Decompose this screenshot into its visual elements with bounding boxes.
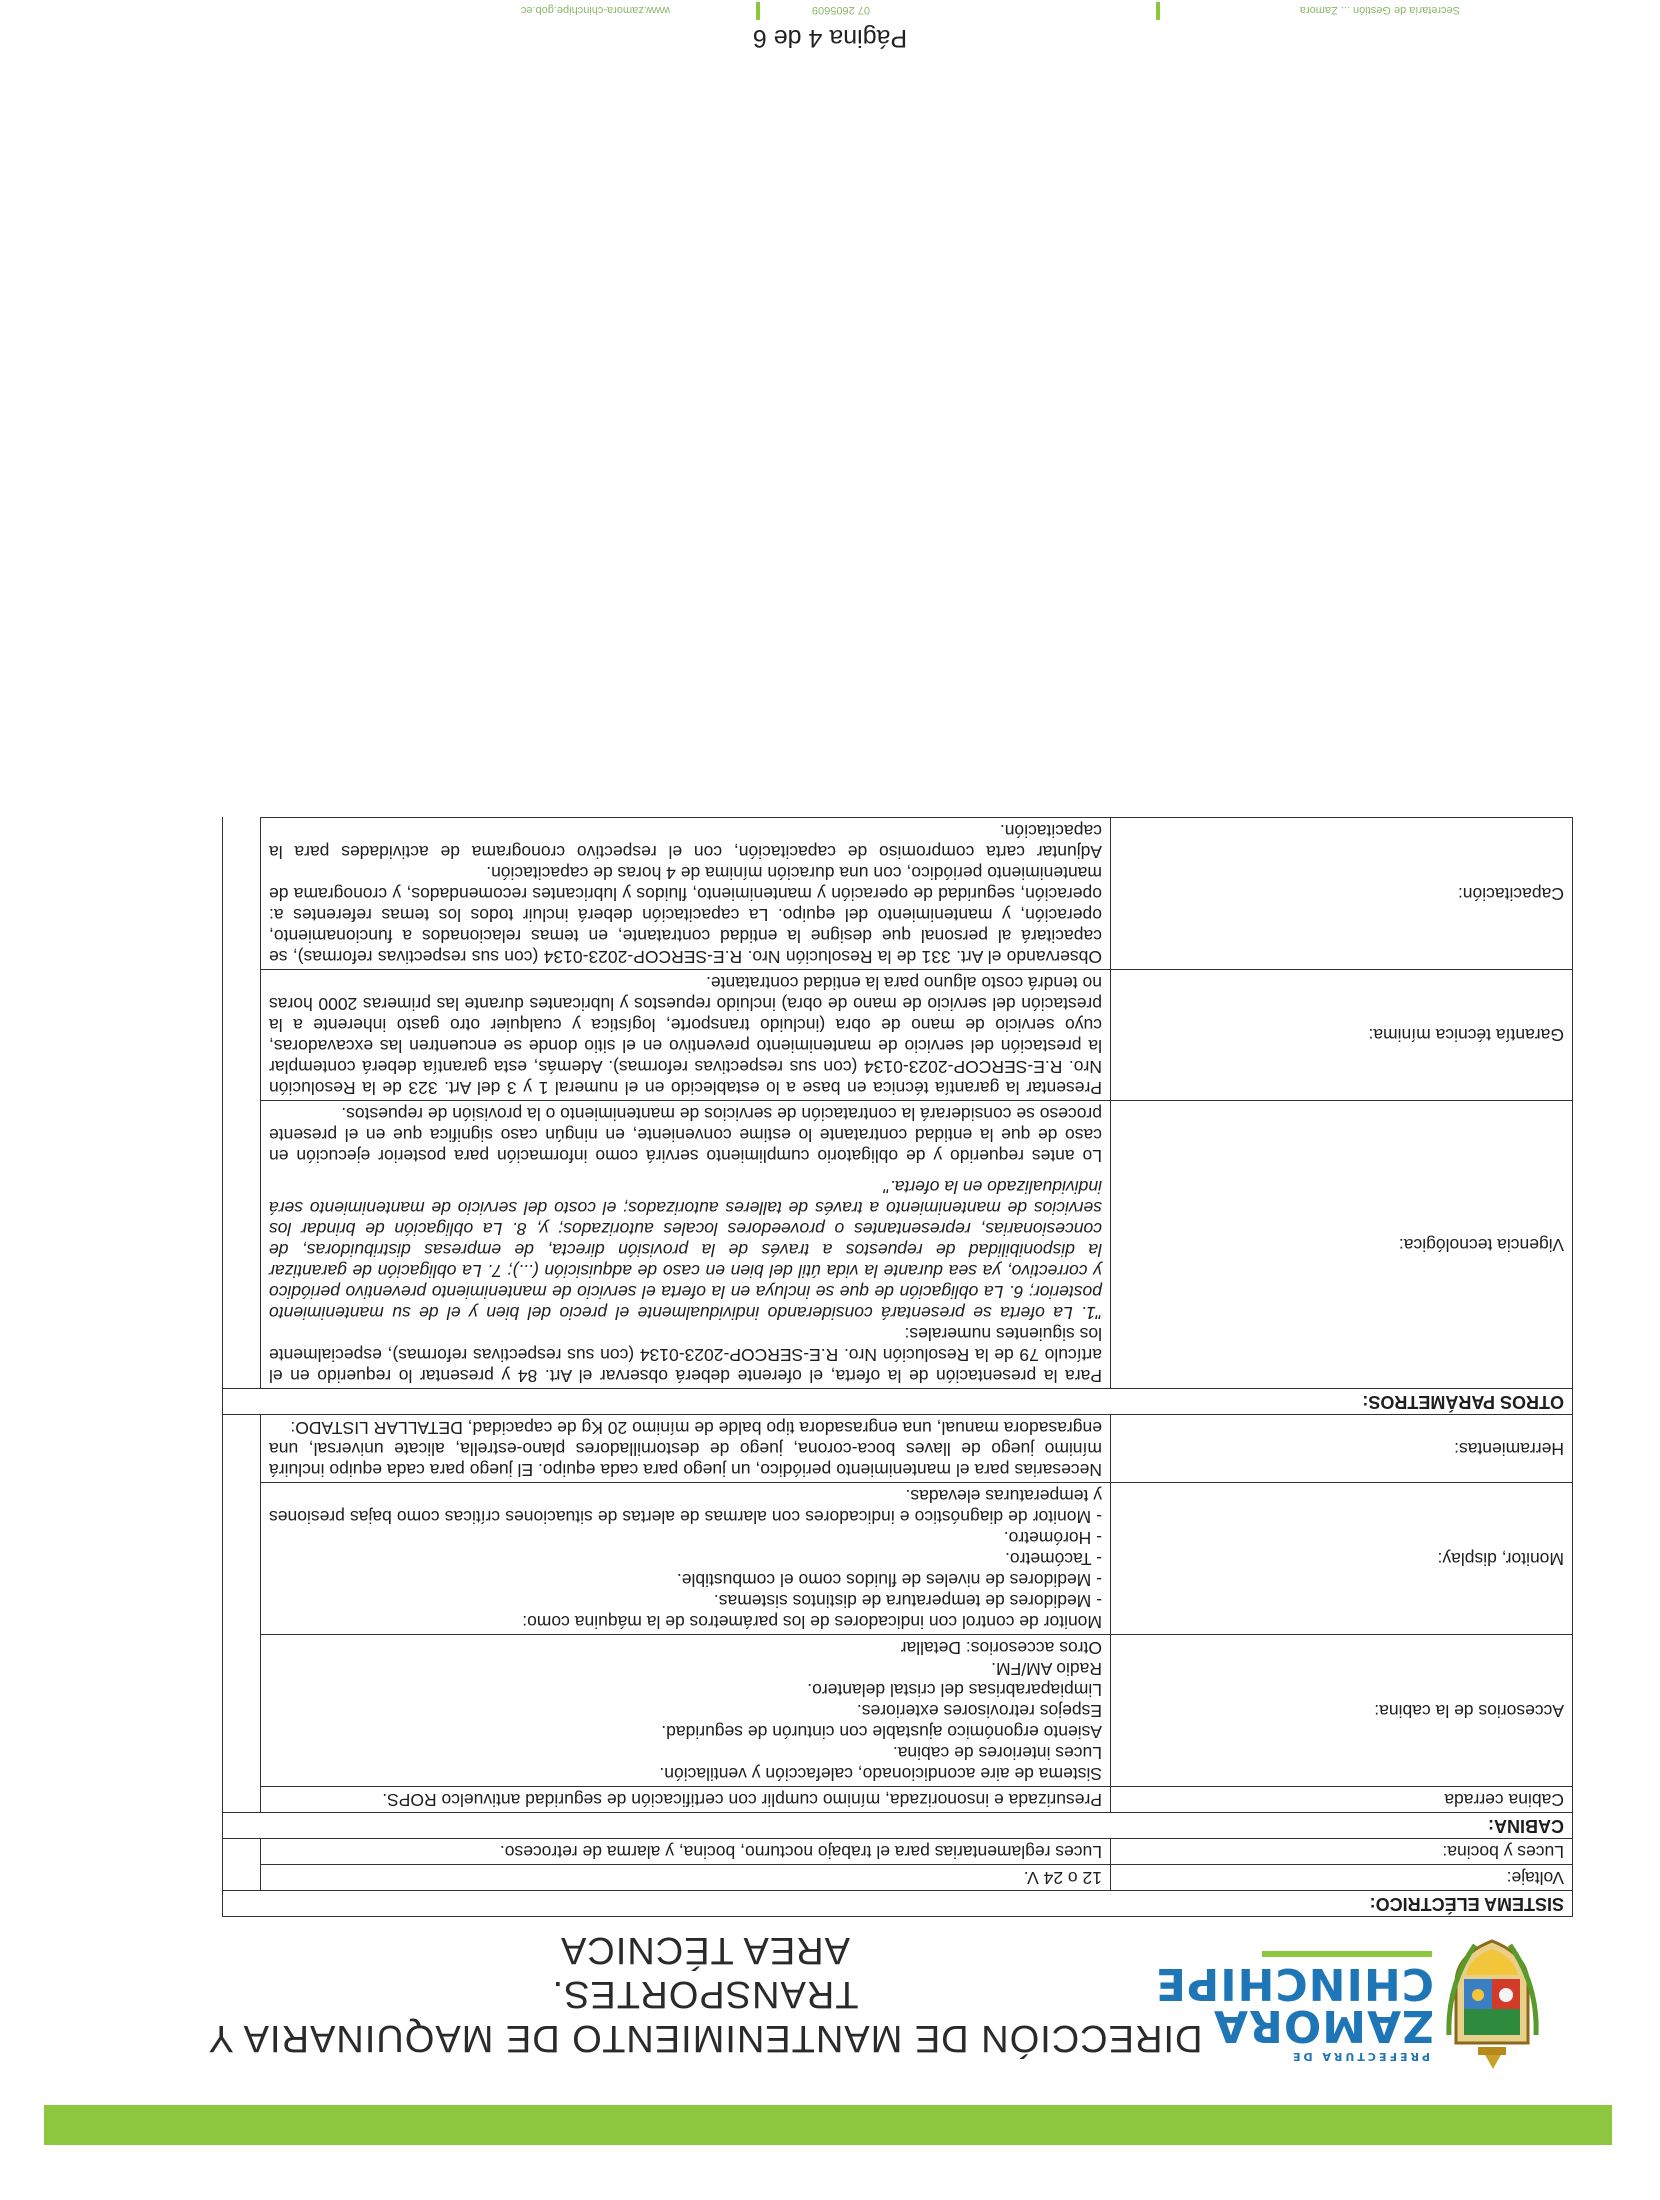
section-heading-cabina: CABINA:	[222, 1813, 1572, 1839]
footer-address: Secretaría de Gestión ... Zamora	[1299, 4, 1460, 16]
row-value: Presurizada e insonorizada, mínimo cumplir con certificación de seguridad antivuelco ROPS.	[261, 1787, 1111, 1813]
row-value	[261, 818, 1111, 970]
row-value	[261, 1101, 1111, 1389]
section-heading-otros: OTROS PARÁMETROS:	[222, 1389, 1572, 1415]
row-value: Presentar la garantía técnica en base a lo establecido en el numeral 1 y 3 del Art. 323 de la Resolución Nro. R.E-SERCOP-2023-0134 (con sus respectivas reformas). Además, esta garantía deberá contemplar la prestación del servicio de mantenimiento preventivo en el sitio donde se encuentren las excavadoras, cuyo servicio de mano de obra (incluido transporte, logística y cualquier otro gasto inherente a la prestación del servicio de mano de obra) incluido repuestos y lubricantes durante las primeras 2000 horas no tendrá costo alguno para la entidad contratante.	[261, 970, 1111, 1101]
table-row	[222, 1839, 1572, 1865]
row-value: Luces reglamentarias para el trabajo nocturno, bocina, y alarma de retroceso.	[261, 1839, 1111, 1865]
page-number: Página 4 de 6	[752, 24, 908, 52]
footer-contact-strip	[200, 0, 1460, 16]
list-item: Limpiaparabrisas del cristal delantero.	[807, 1680, 1102, 1700]
row-label: Capacitación:	[1111, 818, 1573, 970]
title-line-3: AREA TÉCNICA	[559, 1929, 851, 1971]
paragraph: Lo antes requerido y de obligatorio cumplimiento servirá como información para posterior ejecución en caso de que la entidad contratante lo estime conveniente, en ningún caso significa que en el presente proceso se considerará la contratación de servicios de mantenimiento o la provisión de repuestos.	[269, 1104, 1102, 1166]
prefectura-logo	[1154, 1910, 1540, 2075]
footer-separator	[1156, 2, 1160, 20]
row-label: Herramientas:	[1111, 1415, 1573, 1483]
table-edge-cell	[222, 1839, 260, 1891]
list-item: - Horómetro.	[1003, 1528, 1102, 1548]
logo-zamora-text: ZAMORA	[1212, 2000, 1434, 2051]
table-row	[222, 1891, 1572, 1917]
row-value: Necesarias para el mantenimiento periódico, un juego para cada equipo. El juego para cada equipo incluirá mínimo juego de llaves boca-corona, juego de destornilladores plano-estrella, alicate universal, una engrasadora manual, una engrasadora tipo balde de mínimo 20 Kg de capacidad, DETALLAR LISTADO:	[261, 1415, 1111, 1483]
row-value	[261, 1483, 1111, 1635]
list-item: Otros accesorios: Detallar	[900, 1638, 1102, 1658]
table-row	[222, 1865, 1572, 1891]
footer-web: www.zamora-chinchipe.gob.ec	[520, 4, 670, 16]
specifications-table	[222, 817, 1573, 1917]
table-row	[222, 818, 1572, 970]
table-row	[222, 970, 1572, 1101]
table-edge-cell	[222, 818, 260, 1389]
footer-phone: 07 2605609	[811, 4, 870, 16]
row-label: Luces y bocina:	[1111, 1839, 1573, 1865]
row-label: Voltaje:	[1111, 1865, 1573, 1891]
document-title	[205, 1928, 1205, 2060]
table-row	[222, 1635, 1572, 1787]
row-label: Cabina cerrada	[1111, 1787, 1573, 1813]
title-line-2: TRANSPORTES.	[551, 1973, 859, 2015]
list-item: Radio AM/FM.	[991, 1659, 1102, 1679]
table-row	[222, 1389, 1572, 1415]
header-green-band	[44, 2105, 1612, 2145]
logo-prefectura-text: PREFECTURA DE	[1289, 2050, 1430, 2063]
list-item: - Medidores de temperatura de distintos sistemas.	[713, 1591, 1102, 1611]
list-item: - Monitor de diagnóstico e indicadores con alarmas de alertas de situaciones críticas como bajas presiones y temperaturas elevadas.	[269, 1486, 1102, 1527]
table-row	[222, 1101, 1572, 1389]
list-item: Espejos retrovisores exteriores.	[856, 1701, 1102, 1721]
row-label: Monitor, display:	[1111, 1483, 1573, 1635]
row-value: 12 o 24 V.	[261, 1865, 1111, 1891]
table-row	[222, 1813, 1572, 1839]
table-row	[222, 1483, 1572, 1635]
row-label: Garantía técnica mínima:	[1111, 970, 1573, 1101]
paragraph: Observando el Art. 331 de la Resolución Nro. R.E-SERCOP-2023-0134 (con sus respectivas reformas), se capacitará al personal que designe la entidad contratante, en temas relacionados a funcionamiento, operación, y mantenimiento del equipo. La capacitación deberá incluir todos los temas referentes a: operación, seguridad de operación y mantenimiento, fluidos y lubricantes recomendados, y cronograma de mantenimiento periódico, con una duración mínima de 4 horas de capacitación.	[269, 863, 1102, 967]
paragraph: Adjuntar carta compromiso de capacitación, con el respectivo cronograma de actividades para la capacitación.	[269, 821, 1102, 862]
title-line-1: DIRECCIÓN DE MANTENIMIENTO DE MAQUINARIA Y	[207, 2017, 1203, 2059]
quoted-numerals: "1. La oferta se presentará considerando individualmente el precio del bien y el de su mantenimiento posterior; 6. La obligación de que se incluya en la oferta el servicio de mantenimiento preventivo periódico y correctivo, ya sea durante la vida útil del bien en caso de adquisición (...); 7. La obligación de garantizar la disponibilidad de repuestos a través de la provisión directa, de empresas distribuidoras, de concesionarias, representantes o proveedores locales autorizados; y, 8. La obligación de brindar los servicios de mantenimiento a través de talleres autorizados; el costo del servicio de mantenimiento será individualizado en la oferta."	[269, 1177, 1102, 1323]
footer-separator	[756, 2, 760, 20]
section-heading-electrico: SISTEMA ELÉCTRICO:	[222, 1891, 1572, 1917]
list-item: Sistema de aire acondicionado, calefacción y ventilación.	[659, 1764, 1102, 1784]
list-item: Luces interiores de cabina.	[892, 1743, 1102, 1763]
list-item: - Tacómetro.	[1005, 1549, 1102, 1569]
table-row	[222, 1415, 1572, 1483]
table-edge-cell	[222, 1415, 260, 1813]
row-label: Accesorios de la cabina:	[1111, 1635, 1573, 1787]
coat-of-arms-icon	[1445, 1935, 1540, 2075]
list-item: Asiento ergonómico ajustable con cinturón de seguridad.	[661, 1722, 1102, 1742]
row-label: Vigencia tecnológica:	[1111, 1101, 1573, 1389]
table-row	[222, 1787, 1572, 1813]
list-item: - Medidores de niveles de fluidos como el combustible.	[676, 1570, 1102, 1590]
list-item: Monitor de control con indicadores de los parámetros de la máquina como:	[522, 1612, 1102, 1632]
logo-chinchipe-text: CHINCHIPE	[1154, 1958, 1434, 2009]
paragraph: Para la presentación de la oferta, el oferente deberá observar el Art. 84 y presentar lo requerido en el artículo 79 de la Resolución Nro. R.E-SERCOP-2023-0134 (con sus respectivas reformas), especialmente los siguientes numerales:	[269, 1324, 1102, 1386]
row-value	[261, 1635, 1111, 1787]
logo-underline	[1262, 1951, 1432, 1957]
